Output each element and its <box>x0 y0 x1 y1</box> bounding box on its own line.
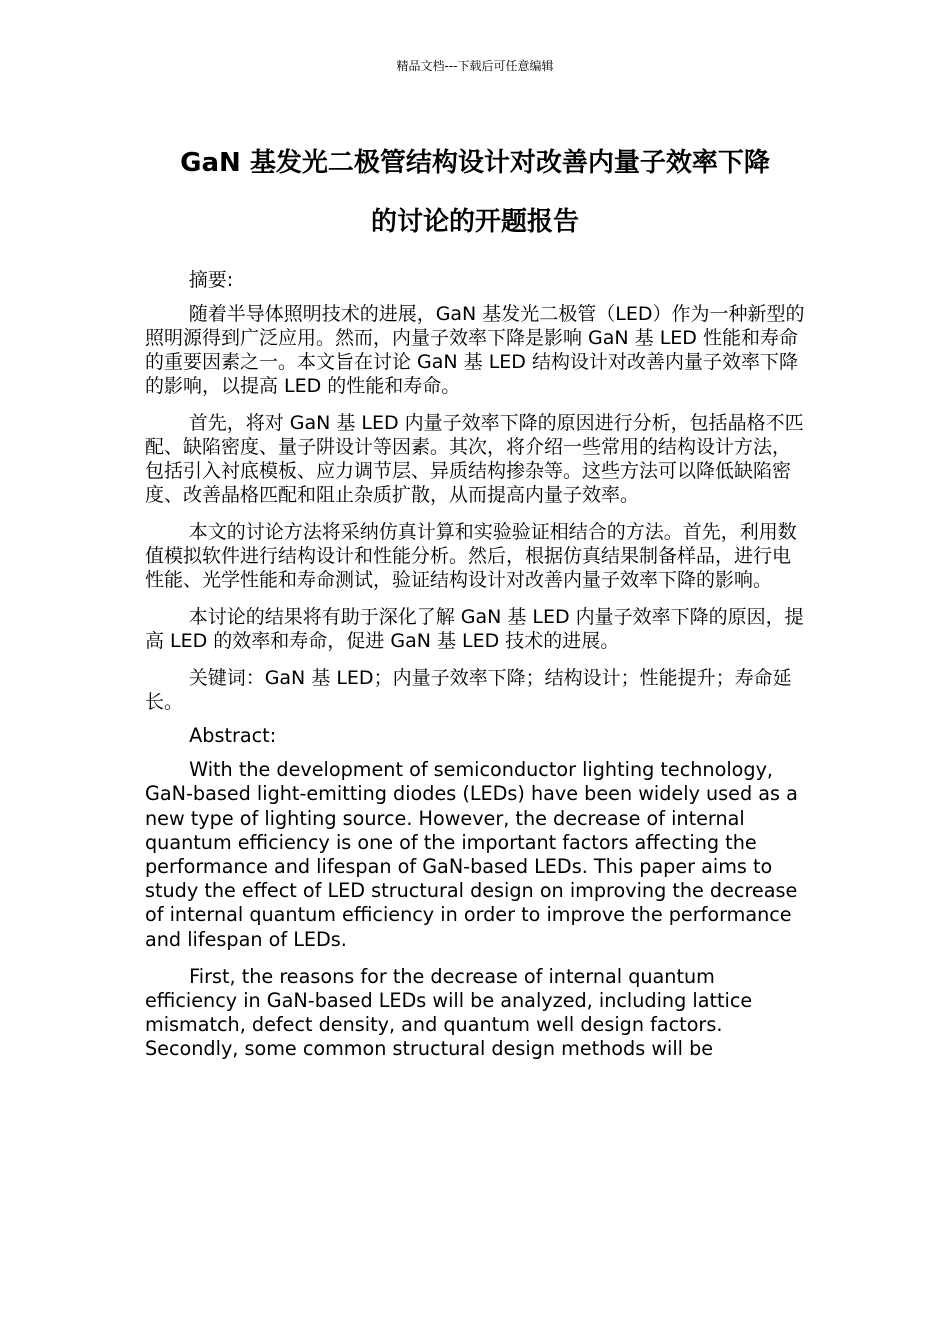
paragraph-2: 首先，将对 GaN 基 LED 内量子效率下降的原因进行分析，包括晶格不匹配、缺陷密度、量子阱设计等因素。其次，将介绍一些常用的结构设计方法，包括引入衬底模板、应力调节层、异质结构掺杂等。这些方法可以降低缺陷密度、改善晶格匹配和阻止杂质扩散，从而提高内量子效率。 <box>145 412 804 506</box>
paragraph-1: 随着半导体照明技术的进展，GaN 基发光二极管（LED）作为一种新型的照明源得到广泛应用。然而，内量子效率下降是影响 GaN 基 LED 性能和寿命的重要因素之一。本文旨在讨论 GaN 基 LED 结构设计对改善内量子效率下降的影响，以提高 LED 的性能和寿命。 <box>145 303 805 397</box>
document-title-line-2: 的讨论的开题报告 <box>370 207 579 237</box>
document-title-line-1: GaN 基发光二极管结构设计对改善内量子效率下降 <box>180 148 770 178</box>
abstract-heading-cn: 摘要: <box>188 269 234 291</box>
page-header: 精品文档---下载后可任意编辑 <box>396 59 554 73</box>
document-title <box>140 134 810 252</box>
paragraph-3: 本文的讨论方法将采纳仿真计算和实验验证相结合的方法。首先，利用数值模拟软件进行结构设计和性能分析。然后，根据仿真结果制备样品，进行电性能、光学性能和寿命测试，验证结构设计对改善内量子效率下降的影响。 <box>145 521 797 591</box>
paragraph-4: 本讨论的结果将有助于深化了解 GaN 基 LED 内量子效率下降的原因，提高 LED 的效率和寿命，促进 GaN 基 LED 技术的进展。 <box>145 606 804 652</box>
abstract-heading-en: Abstract: <box>189 724 277 747</box>
keywords: 关键词：GaN 基 LED；内量子效率下降；结构设计；性能提升；寿命延长。 <box>145 667 792 713</box>
english-paragraph-1: With the development of semiconductor lighting technology, GaN-based light-emitting diodes (LEDs) have been widely used as a new type of lighting source. However, the decrease of internal quantum efficiency is one of the important factors affecting the performance and lifespan of GaN-based LEDs. This paper aims to study the effect of LED structural design on improving the decrease of internal quantum efficiency in order to improve the performance and lifespan of LEDs. <box>145 758 798 951</box>
document-body <box>145 268 809 1075</box>
english-paragraph-2: First, the reasons for the decrease of internal quantum efficiency in GaN-based LEDs will be analyzed, including lattice mismatch, defect density, and quantum well design factors. Secondly, some common structural design methods will be <box>145 964 753 1061</box>
